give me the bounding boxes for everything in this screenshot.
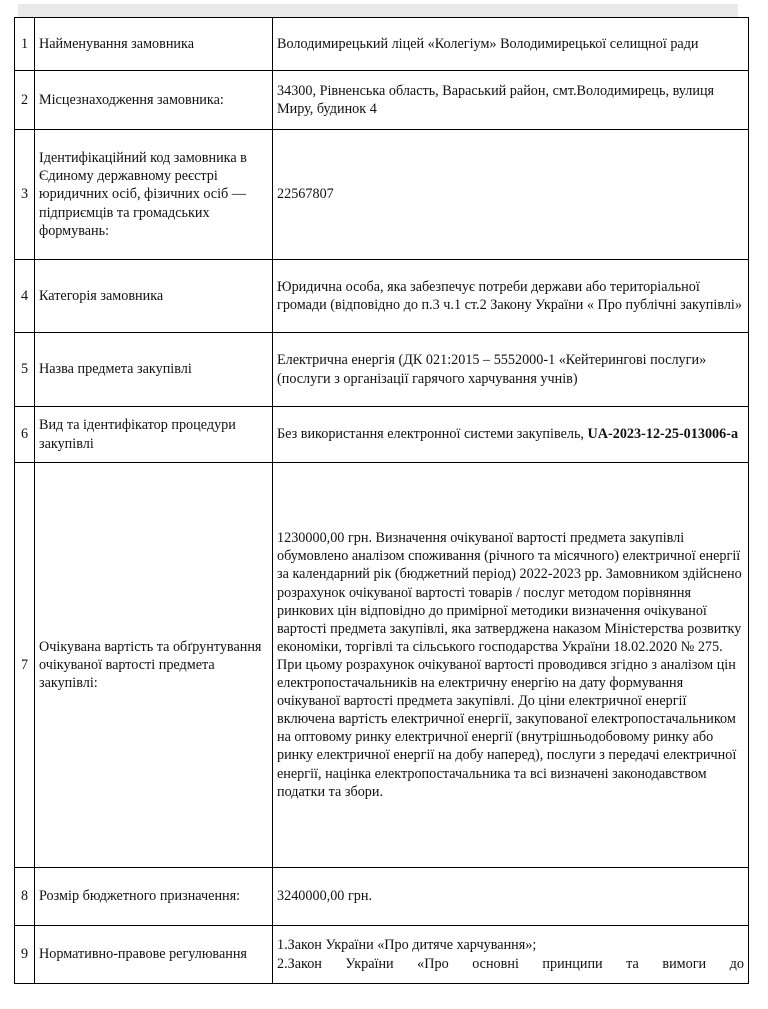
row-label: Місцезнаходження замовника: [35,71,273,130]
table-row-customer-location [15,71,749,130]
row-value [273,407,749,463]
row-value: Володимирецький ліцей «Колегіум» Володимирецької селищної ради [273,18,749,71]
row-number: 6 [15,407,35,463]
table-row-budget [15,868,749,926]
row-label: Найменування замовника [35,18,273,71]
row-number: 9 [15,926,35,984]
table-row-legal-regulation [15,926,749,984]
row-value: 22567807 [273,130,749,260]
procedure-description: Без використання електронної системи закупівель, [277,426,588,443]
cost-paragraph-1: 1230000,00 грн. Визначення очікуваної вартості предмета закупівлі обумовлено аналізом споживання (річного та місячного) електричної енергії за календарний рік (бюджетний період) 2022-2023 рр. Замовником здійснено розрахунок очікуваної вартості товарів / послуг методом порівняння ринкових цін відповідно до примірної методики визначення очікуваної вартості предмета закупівлі, яка затверджена наказом Міністерства розвитку економіки, торгівлі та сільського господарства України 18.02.2020 № 275. [277,530,742,655]
row-number: 1 [15,18,35,71]
regulation-item-1: 1.Закон України «Про дитяче харчування»; [277,937,537,954]
row-number: 7 [15,463,35,868]
row-value: Юридична особа, яка забезпечує потреби держави або територіальної громади (відповідно до п.3 ч.1 ст.2 Закону України « Про публічні закупівлі» [273,260,749,333]
procurement-info-table [14,17,749,984]
row-label: Категорія замовника [35,260,273,333]
table-row-customer-id-code [15,130,749,260]
row-label: Розмір бюджетного призначення: [35,868,273,926]
row-label: Нормативно-правове регулювання [35,926,273,984]
row-label: Очікувана вартість та обґрунтування очікуваної вартості предмета закупівлі: [35,463,273,868]
procedure-identifier: UA-2023-12-25-013006-a [587,426,739,443]
row-label: Вид та ідентифікатор процедури закупівлі [35,407,273,463]
cost-paragraph-2: При цьому розрахунок очікуваної вартості проводився згідно з аналізом цін електропостачальників на електричну енергію на дату формування очікуваної вартості предмета закупівлі. До ціни електричної енергії включена вартість електричної енергії, закупованої електропостачальником на оптовому ринку електричної енергії (внутрішньодобовому ринку або ринку електричної енергії на добу наперед), послуги з передачі електричної енергії, націнка електропостачальника та всі визначені законодавством податки та збори. [277,656,737,800]
top-gray-strip [18,4,738,18]
row-number: 5 [15,333,35,407]
row-value [273,463,749,868]
row-value: 3240000,00 грн. [273,868,749,926]
row-value [273,926,749,984]
table-row-expected-cost [15,463,749,868]
row-number: 4 [15,260,35,333]
row-number: 2 [15,71,35,130]
row-label: Ідентифікаційний код замовника в Єдиному державному реєстрі юридичних осіб, фізичних осіб — підприємців та громадських формувань: [35,130,273,260]
row-number: 8 [15,868,35,926]
row-label: Назва предмета закупівлі [35,333,273,407]
table-row-customer-name [15,18,749,71]
row-number: 3 [15,130,35,260]
table-row-procurement-subject [15,333,749,407]
row-value: 34300, Рівненська область, Вараський район, смт.Володимирець, вулиця Миру, будинок 4 [273,71,749,130]
table-row-procedure-type [15,407,749,463]
table-row-customer-category [15,260,749,333]
row-value: Електрична енергія (ДК 021:2015 – 5552000-1 «Кейтерингові послуги» (послуги з організації гарячого харчування учнів) [273,333,749,407]
regulation-item-2: 2.Закон України «Про основні принципи та вимоги до [277,955,744,972]
